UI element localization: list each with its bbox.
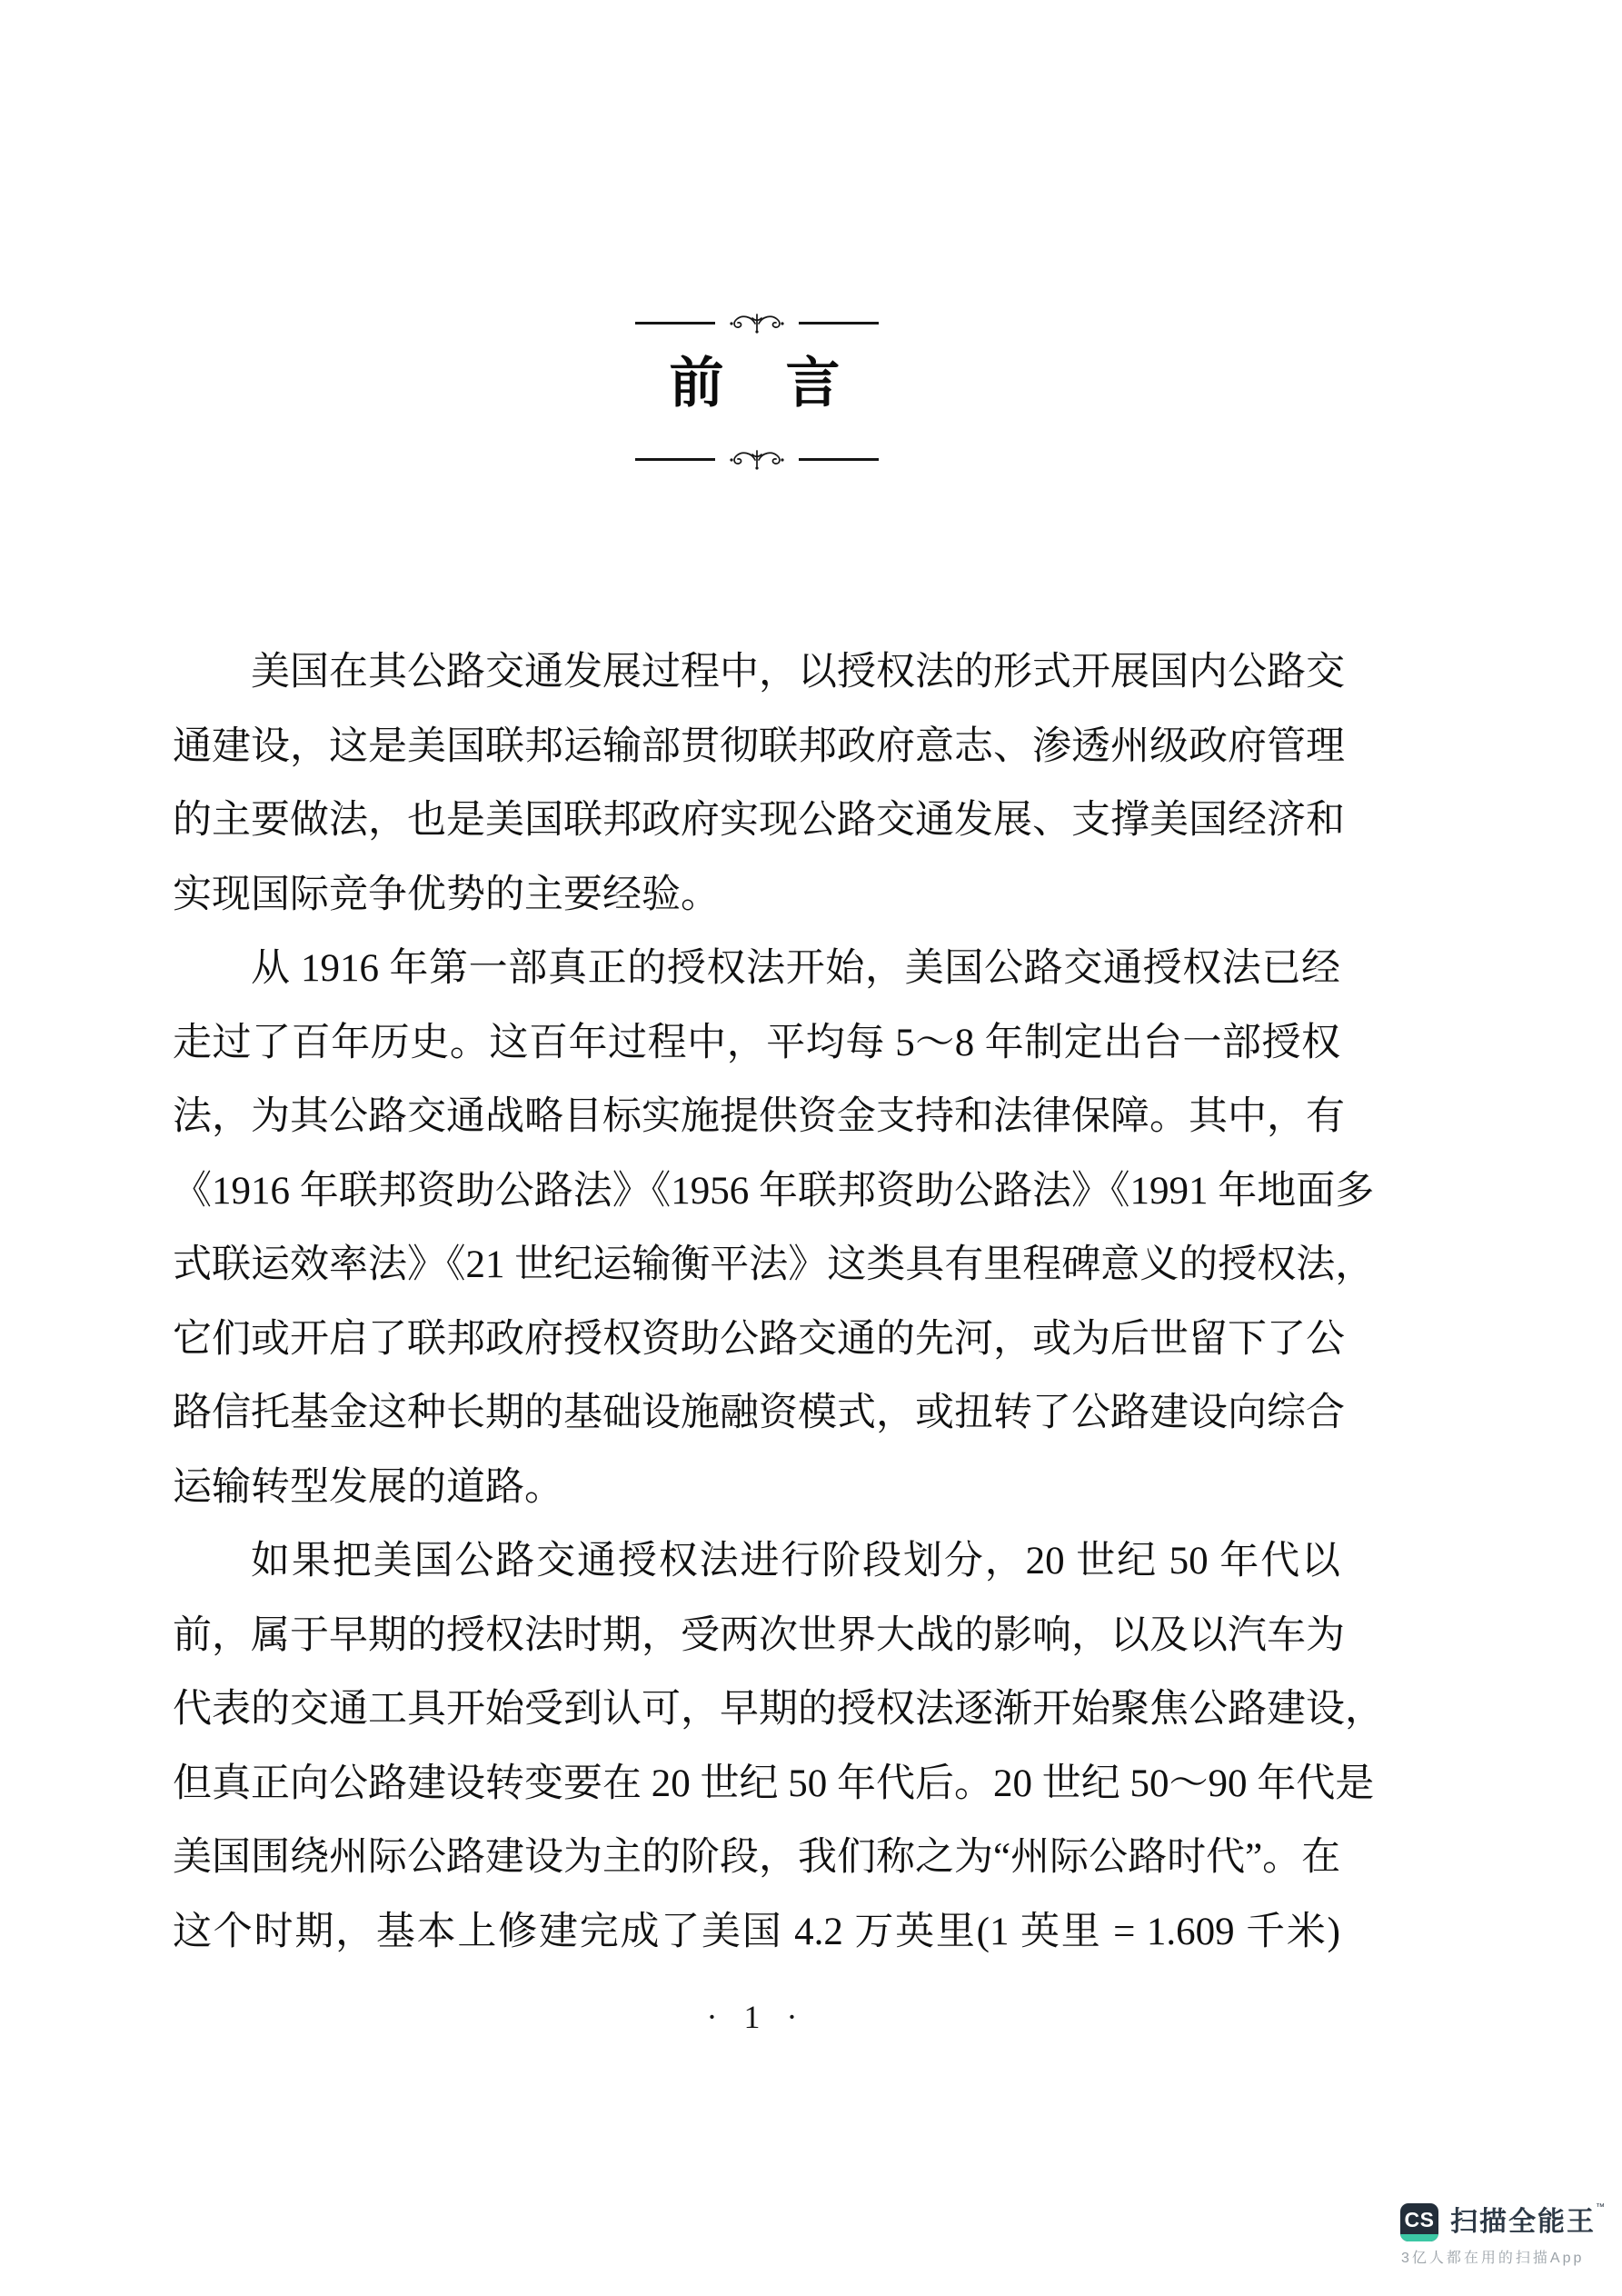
text-line: 《1916 年联邦资助公路法》《1956 年联邦资助公路法》《1991 年地面多	[173, 1169, 1375, 1213]
text-line: 美国围绕州际公路建设为主的阶段，我们称之为“州际公路时代”。在	[173, 1836, 1341, 1879]
rule-segment	[799, 458, 879, 461]
text-line: 从 1916 年第一部真正的授权法开始，美国公路交通授权法已经	[251, 947, 1340, 990]
text-line: 法，为其公路交通战略目标实施提供资金支持和法律保障。其中，有	[173, 1095, 1345, 1138]
text-line: 运输转型发展的道路。	[173, 1465, 563, 1509]
text-line: 代表的交通工具开始受到认可，早期的授权法逐渐开始聚焦公路建设，	[173, 1688, 1384, 1731]
text-line: 前，属于早期的授权法时期，受两次世界大战的影响，以及以汽车为	[173, 1613, 1345, 1657]
rule-segment	[799, 322, 879, 324]
app-name-text: 扫描全能王	[1450, 2207, 1596, 2237]
text-line: 美国在其公路交通发展过程中，以授权法的形式开展国内公路交	[251, 651, 1345, 694]
trademark-symbol: ™	[1596, 2202, 1607, 2212]
text-line: 但真正向公路建设转变要在 20 世纪 50 年代后。20 世纪 50～90 年代是	[173, 1762, 1375, 1805]
divider-flourish-icon	[728, 311, 786, 334]
text-line: 它们或开启了联邦政府授权资助公路交通的先河，或为后世留下了公	[173, 1317, 1345, 1361]
ornamental-rule-bottom	[173, 447, 1340, 471]
camscanner-watermark	[1400, 2203, 1607, 2267]
rule-segment	[635, 322, 715, 324]
camscanner-logo-icon	[1400, 2203, 1438, 2241]
rule-segment	[635, 458, 715, 461]
text-line: 如果把美国公路交通授权法进行阶段划分，20 世纪 50 年代以	[251, 1540, 1340, 1582]
text-line: 实现国际竞争优势的主要经验。	[173, 873, 720, 916]
text-line: 走过了百年历史。这百年过程中，平均每 5～8 年制定出台一部授权	[173, 1021, 1340, 1064]
text-line: 的主要做法，也是美国联邦政府实现公路交通发展、支撑美国经济和	[173, 799, 1345, 842]
text-line: 这个时期，基本上修建完成了美国 4.2 万英里(1 英里 = 1.609 千米)	[173, 1910, 1340, 1953]
page-number: · 1 ·	[706, 1999, 807, 2035]
watermark-row	[1400, 2203, 1607, 2241]
divider-flourish-icon	[728, 447, 786, 471]
preface-body	[173, 635, 1384, 1969]
cs-monogram: CS	[1404, 2207, 1435, 2231]
ornamental-rule-top	[173, 311, 1340, 334]
text-line: 通建设，这是美国联邦运输部贯彻联邦政府意志、渗透州级政府管理	[173, 724, 1345, 768]
text-line: 路信托基金这种长期的基础设施融资模式，或扭转了公路建设向综合	[173, 1392, 1345, 1434]
text-line: 式联运效率法》《21 世纪运输衡平法》这类具有里程碑意义的授权法，	[173, 1243, 1375, 1286]
watermark-app-name	[1450, 2203, 1607, 2241]
watermark-tagline: 3亿人都在用的扫描App	[1401, 2251, 1585, 2266]
page-title: 前 言	[669, 353, 844, 414]
logo-accent-strip	[1400, 2234, 1438, 2241]
